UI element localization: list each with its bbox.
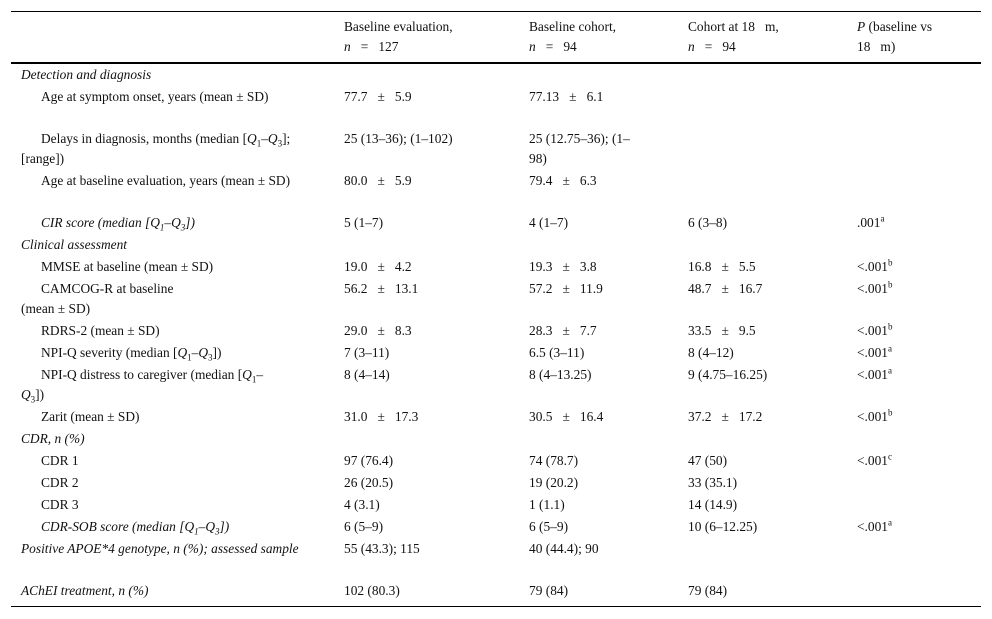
- cell-c1: 97 (76.4): [344, 453, 394, 468]
- cell-c1: 4 (3.1): [344, 497, 380, 512]
- section-label: Detection and diagnosis: [21, 67, 152, 82]
- row-label: Age at symptom onset, years (mean ± SD): [41, 89, 269, 104]
- cell-c3: 48.7 ± 16.7: [688, 281, 763, 296]
- cell-c3: 9 (4.75–16.25): [688, 367, 768, 382]
- cell-c1: 55 (43.3); 115: [344, 541, 420, 556]
- row-label: NPI-Q distress to caregiver (median [$Q_1-$ $Q_3$]): [21, 367, 264, 405]
- top-rule: [11, 11, 981, 12]
- header-baseline-evaluation: [344, 17, 524, 57]
- header-label-2: 18 m): [857, 39, 896, 54]
- footnote-marker: b: [888, 321, 893, 332]
- cell-p-value: <.001$^a$: [857, 517, 892, 534]
- cell-c2: 57.2 ± 11.9: [529, 281, 603, 296]
- cell-c2: 25 (12.75–36); (1– 98): [529, 131, 630, 166]
- cell-c3: 16.8 ± 5.5: [688, 259, 756, 274]
- cell-c3: 14 (14.9): [688, 497, 738, 512]
- footnote-marker: a: [888, 343, 892, 354]
- cell-c3: 33.5 ± 9.5: [688, 323, 756, 338]
- header-n: n = 94: [688, 39, 736, 54]
- footnote-marker: a: [888, 517, 892, 528]
- row-label: MMSE at baseline (mean ± SD): [41, 259, 214, 274]
- row-label: Zarit (mean ± SD): [41, 409, 140, 424]
- cell-p-value: <.001$^b$: [857, 257, 893, 274]
- row-label: Delays in diagnosis, months (median $[Q_1-Q_3]$; [range]): [21, 131, 291, 166]
- footnote-marker: b: [888, 257, 893, 268]
- cell-c1: 8 (4–14): [344, 367, 390, 382]
- footnote-marker: a: [888, 365, 892, 376]
- row-label: Age at baseline evaluation, years (mean ± SD): [41, 173, 291, 188]
- bottom-rule: [11, 606, 981, 607]
- section-label: Positive APOE*4 genotype, n (%); assessed sample: [21, 541, 299, 556]
- cell-c1: 80.0 ± 5.9: [344, 173, 412, 188]
- footnote-marker: b: [888, 279, 893, 290]
- cell-p-value: <.001$^c$: [857, 451, 892, 468]
- cell-c2: 74 (78.7): [529, 453, 579, 468]
- header-n: n = 127: [344, 39, 399, 54]
- header-p-value: [857, 17, 977, 57]
- cell-p-value: <.001$^a$: [857, 343, 892, 360]
- header-label: P (baseline vs: [857, 19, 933, 34]
- row-label: CDR 1: [41, 453, 79, 468]
- row-label: CIR score (median $[Q_1-Q_3]$): [41, 215, 195, 233]
- header-label: Baseline cohort,: [529, 19, 617, 34]
- cell-c2: 19.3 ± 3.8: [529, 259, 597, 274]
- header-label: Cohort at 18 m,: [688, 19, 779, 34]
- cell-c2: 6 (5–9): [529, 519, 569, 534]
- cell-c3: 47 (50): [688, 453, 728, 468]
- cell-c1: 77.7 ± 5.9: [344, 89, 412, 104]
- footnote-marker: c: [888, 451, 892, 462]
- cell-c2: 79 (84): [529, 583, 569, 598]
- row-label: CDR 2: [41, 475, 79, 490]
- row-label: NPI-Q severity (median $[Q_1-Q_3]$): [41, 345, 222, 363]
- cell-c1: 25 (13–36); (1–102): [344, 131, 453, 146]
- section-label: Clinical assessment: [21, 237, 128, 252]
- header-label: Baseline evaluation,: [344, 19, 453, 34]
- row-label: CDR-SOB score (median $[Q_1-Q_3]$): [41, 519, 230, 537]
- cell-c1: 19.0 ± 4.2: [344, 259, 412, 274]
- cell-c1: 26 (20.5): [344, 475, 394, 490]
- cell-c2: 8 (4–13.25): [529, 367, 592, 382]
- cell-c1: 29.0 ± 8.3: [344, 323, 412, 338]
- cell-c1: 102 (80.3): [344, 583, 400, 598]
- cell-c2: 79.4 ± 6.3: [529, 173, 597, 188]
- header-cohort-18m: [688, 17, 848, 57]
- section-label: AChEI treatment, n (%): [21, 583, 149, 598]
- cell-c1: 7 (3–11): [344, 345, 390, 360]
- cell-c2: 6.5 (3–11): [529, 345, 585, 360]
- cell-c3: 33 (35.1): [688, 475, 738, 490]
- cell-c3: 37.2 ± 17.2: [688, 409, 763, 424]
- cell-c2: 77.13 ± 6.1: [529, 89, 604, 104]
- cell-p-value: <.001$^a$: [857, 365, 892, 382]
- section-label: CDR, n (%): [21, 431, 85, 446]
- header-rule: [11, 62, 981, 64]
- cell-c2: 19 (20.2): [529, 475, 579, 490]
- row-label: CDR 3: [41, 497, 79, 512]
- cell-p-value: <.001$^b$: [857, 279, 893, 296]
- cell-c2: 28.3 ± 7.7: [529, 323, 597, 338]
- footnote-marker: b: [888, 407, 893, 418]
- row-label: CAMCOG-R at baseline (mean ± SD): [21, 281, 174, 316]
- cell-c3: 10 (6–12.25): [688, 519, 758, 534]
- row-label: RDRS-2 (mean ± SD): [41, 323, 160, 338]
- header-n: n = 94: [529, 39, 577, 54]
- cell-p-value: <.001$^b$: [857, 407, 893, 424]
- cell-c3: 6 (3–8): [688, 215, 728, 230]
- cell-c2: 4 (1–7): [529, 215, 569, 230]
- cell-c1: 56.2 ± 13.1: [344, 281, 419, 296]
- cell-c1: 6 (5–9): [344, 519, 384, 534]
- footnote-marker: a: [880, 213, 885, 224]
- cell-p-value: <.001$^b$: [857, 321, 893, 338]
- cell-p-value: .001$^a$: [857, 213, 885, 230]
- cell-c1: 5 (1–7): [344, 215, 384, 230]
- cell-c2: 1 (1.1): [529, 497, 565, 512]
- cell-c2: 40 (44.4); 90: [529, 541, 599, 556]
- cell-c3: 8 (4–12): [688, 345, 734, 360]
- cell-c1: 31.0 ± 17.3: [344, 409, 419, 424]
- cell-c2: 30.5 ± 16.4: [529, 409, 604, 424]
- header-baseline-cohort: [529, 17, 679, 57]
- cell-c3: 79 (84): [688, 583, 728, 598]
